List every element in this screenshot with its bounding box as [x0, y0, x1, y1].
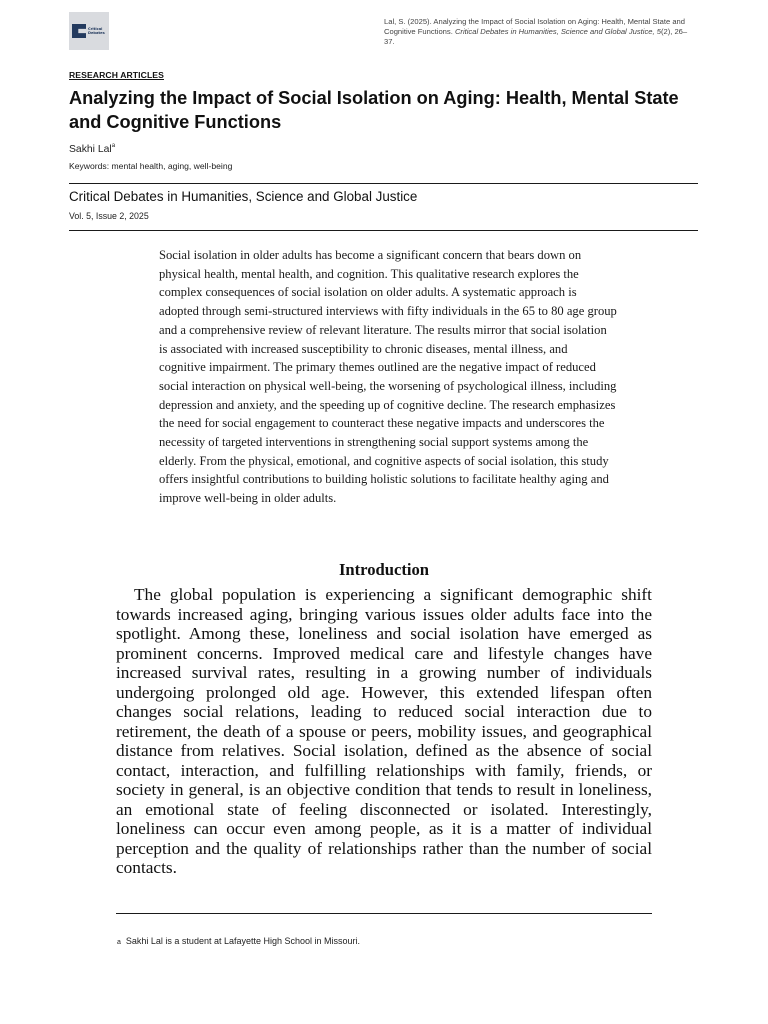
footnote-divider	[116, 913, 652, 914]
author-footnote-mark: a	[111, 143, 116, 149]
article-title: Analyzing the Impact of Social Isolation on Aging: Health, Mental State and Cognitive Functions	[69, 88, 679, 132]
abstract: Social isolation in older adults has become a significant concern that bears down on physical health, mental health, and cognition. This qualitative research explores the complex consequences of social isolation on older adults. A systematic approach is adopted through semi-structured interviews with fifty individuals in the 65 to 80 age group and a comprehensive review of relevant literature. The results mirror that social isolation is associated with increased susceptibility to chronic diseases, mental illness, and cognitive impairment. The primary themes outlined are the negative impact of reduced social interaction on physical well-being, the worsening of psychological illness, including depression and anxiety, and the speeding up of cognitive decline. The research emphasizes the need for social engagement to counteract these negative impacts and underscores the necessity of targeted interventions in strengthening social support systems among the elderly. From the physical, emotional, and cognitive aspects of social isolation, this study offers insightful contributions to building holistic solutions to facilitate healthy aging and improve well-being in older adults.	[159, 248, 617, 506]
citation-article-title: Analyzing the Impact of Social Isolation on Aging: Health, Mental State and Cognitive Functions.	[384, 17, 685, 36]
author	[69, 143, 115, 155]
footnote	[117, 936, 360, 946]
journal-logo	[69, 12, 109, 50]
journal-name: Critical Debates in Humanities, Science and Global Justice	[69, 189, 418, 204]
citation-authors: Lal, S. (2025).	[384, 17, 432, 26]
footnote-text: Sakhi Lal is a student at Lafayette High School in Missouri.	[125, 936, 361, 946]
citation-journal: Critical Debates in Humanities, Science and Global Justice,	[454, 27, 655, 36]
logo-mark-icon	[72, 24, 86, 38]
introduction-heading: Introduction	[338, 560, 430, 579]
divider	[69, 230, 698, 231]
section-label[interactable]: RESEARCH ARTICLES	[69, 70, 164, 80]
volume-issue: Vol. 5, Issue 2, 2025	[69, 211, 149, 221]
introduction-body: The global population is experiencing a significant demographic shift towards increased aging, bringing various issues older adults face into the spotlight. Among these, loneliness and social isolation have emerged as prominent concerns. Improved medical care and lifestyle changes have increased survival rates, resulting in a growing number of individuals undergoing prolonged old age. However, this extended lifespan often changes social relations, leading to reduced social interaction due to retirement, the death of a spouse or peers, mobility issues, and geographical distance from relatives. Social isolation, defined as the absence of social contact, interaction, and fulfilling relationships with family, friends, or society in general, is an objective condition that tends to result in loneliness, an emotional state of feeling disconnected or isolated. Interestingly, loneliness can occur even among people, as it is a matter of individual perception and the quality of relationships rather than the number of social contacts.	[116, 585, 652, 877]
citation	[384, 17, 694, 47]
divider	[69, 183, 698, 184]
citation-issue-pages: (2), 26–37.	[384, 27, 688, 46]
logo-text: Critical Debates	[88, 27, 105, 35]
keywords: Keywords: mental health, aging, well-being	[69, 161, 233, 171]
citation-volume: 5	[656, 27, 661, 36]
author-name: Sakhi Lal	[69, 144, 112, 155]
footnote-marker: a	[117, 939, 121, 946]
